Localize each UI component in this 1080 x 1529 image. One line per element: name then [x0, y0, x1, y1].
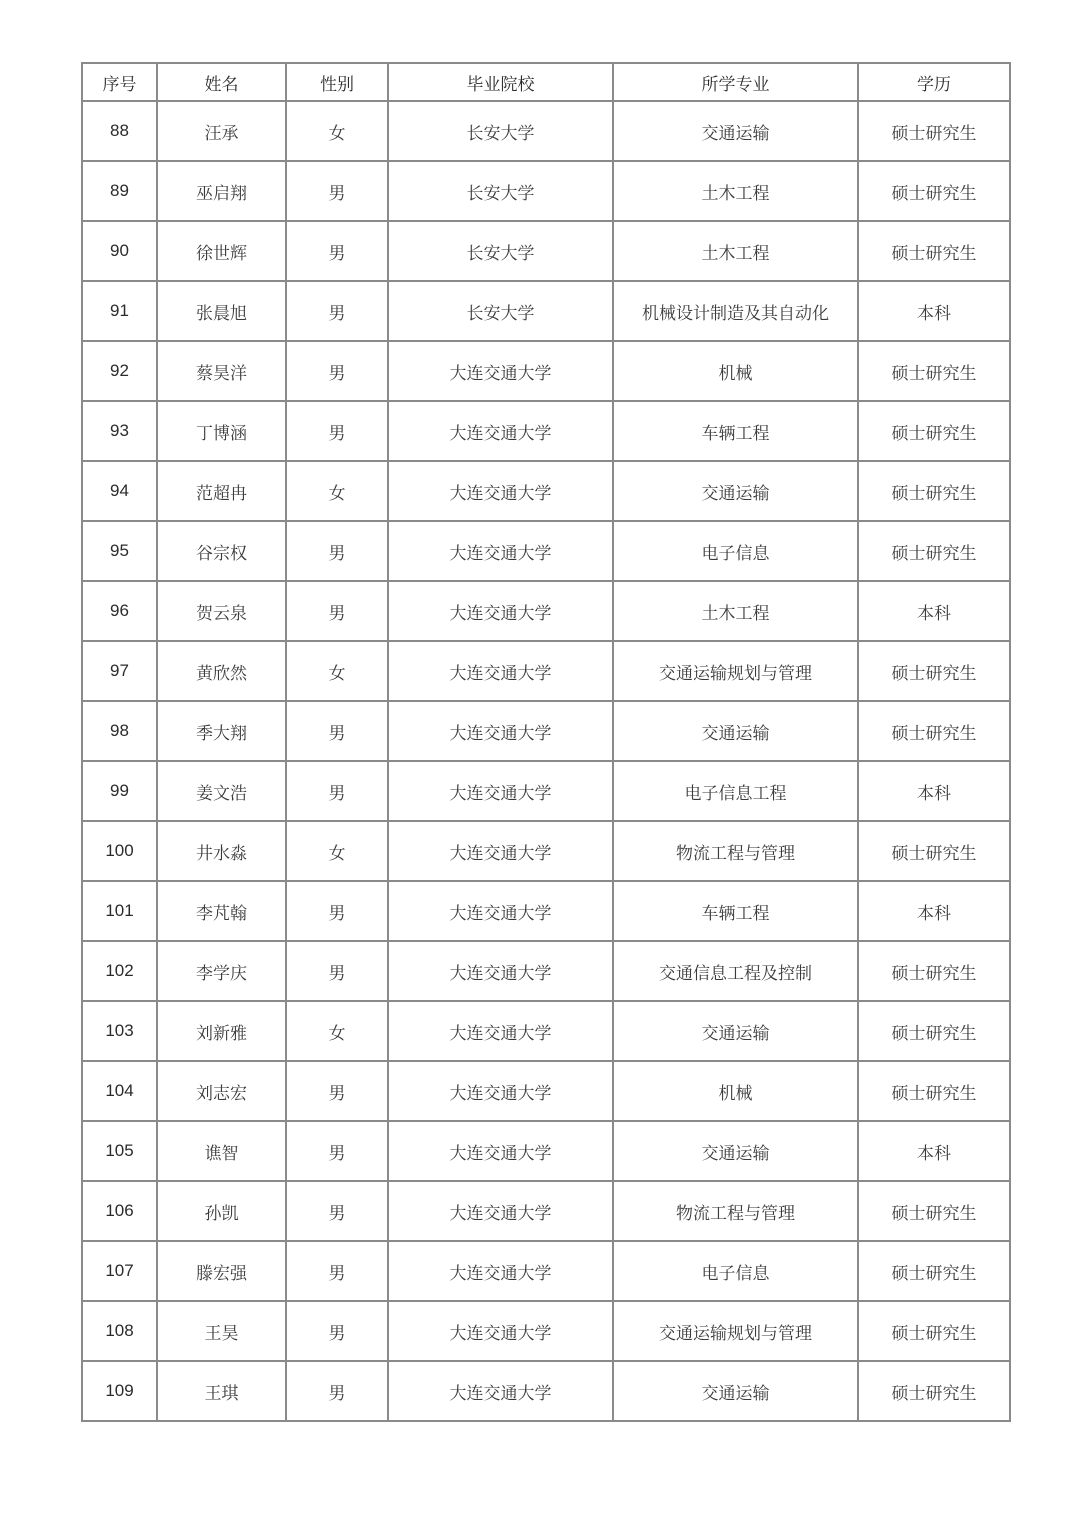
cell-school: 大连交通大学	[388, 1001, 613, 1061]
cell-index: 105	[82, 1121, 157, 1181]
cell-school: 大连交通大学	[388, 461, 613, 521]
table-row	[82, 221, 1010, 281]
cell-school: 大连交通大学	[388, 521, 613, 581]
cell-name: 刘新雅	[157, 1001, 286, 1061]
header-major: 所学专业	[613, 63, 858, 101]
cell-name: 王昊	[157, 1301, 286, 1361]
cell-degree: 硕士研究生	[858, 221, 1010, 281]
cell-school: 大连交通大学	[388, 1181, 613, 1241]
cell-major: 车辆工程	[613, 881, 858, 941]
cell-major: 物流工程与管理	[613, 821, 858, 881]
cell-school: 大连交通大学	[388, 1361, 613, 1421]
table-row	[82, 881, 1010, 941]
table-row	[82, 461, 1010, 521]
cell-name: 姜文浩	[157, 761, 286, 821]
cell-degree: 硕士研究生	[858, 1181, 1010, 1241]
cell-degree: 硕士研究生	[858, 821, 1010, 881]
cell-school: 大连交通大学	[388, 941, 613, 1001]
table-row	[82, 161, 1010, 221]
cell-name: 李芃翰	[157, 881, 286, 941]
cell-name: 张晨旭	[157, 281, 286, 341]
cell-name: 黄欣然	[157, 641, 286, 701]
cell-name: 井水淼	[157, 821, 286, 881]
cell-name: 季大翔	[157, 701, 286, 761]
header-row	[82, 63, 1010, 101]
table-row	[82, 281, 1010, 341]
cell-index: 96	[82, 581, 157, 641]
cell-degree: 硕士研究生	[858, 101, 1010, 161]
cell-major: 电子信息	[613, 1241, 858, 1301]
cell-gender: 男	[286, 581, 388, 641]
cell-name: 谷宗权	[157, 521, 286, 581]
cell-name: 丁博涵	[157, 401, 286, 461]
cell-gender: 男	[286, 761, 388, 821]
cell-name: 蔡昊洋	[157, 341, 286, 401]
cell-index: 92	[82, 341, 157, 401]
cell-major: 土木工程	[613, 221, 858, 281]
table-row	[82, 701, 1010, 761]
cell-index: 88	[82, 101, 157, 161]
cell-major: 交通运输	[613, 461, 858, 521]
cell-degree: 硕士研究生	[858, 521, 1010, 581]
cell-degree: 硕士研究生	[858, 401, 1010, 461]
cell-major: 交通运输	[613, 101, 858, 161]
cell-major: 机械	[613, 341, 858, 401]
cell-major: 交通运输规划与管理	[613, 641, 858, 701]
cell-school: 大连交通大学	[388, 881, 613, 941]
cell-name: 范超冉	[157, 461, 286, 521]
cell-degree: 硕士研究生	[858, 1361, 1010, 1421]
cell-index: 93	[82, 401, 157, 461]
cell-gender: 男	[286, 1121, 388, 1181]
cell-index: 109	[82, 1361, 157, 1421]
cell-name: 李学庆	[157, 941, 286, 1001]
cell-name: 滕宏强	[157, 1241, 286, 1301]
cell-index: 102	[82, 941, 157, 1001]
cell-gender: 男	[286, 1181, 388, 1241]
cell-major: 电子信息工程	[613, 761, 858, 821]
cell-name: 汪承	[157, 101, 286, 161]
cell-index: 90	[82, 221, 157, 281]
cell-school: 大连交通大学	[388, 1121, 613, 1181]
cell-major: 机械设计制造及其自动化	[613, 281, 858, 341]
roster-table	[81, 62, 1011, 1422]
header-degree: 学历	[858, 63, 1010, 101]
cell-major: 机械	[613, 1061, 858, 1121]
table-row	[82, 521, 1010, 581]
table-row	[82, 401, 1010, 461]
table-row	[82, 1361, 1010, 1421]
cell-school: 大连交通大学	[388, 1301, 613, 1361]
cell-gender: 男	[286, 161, 388, 221]
table-row	[82, 581, 1010, 641]
cell-school: 大连交通大学	[388, 401, 613, 461]
cell-gender: 男	[286, 281, 388, 341]
cell-name: 刘志宏	[157, 1061, 286, 1121]
cell-index: 95	[82, 521, 157, 581]
cell-school: 长安大学	[388, 281, 613, 341]
cell-index: 101	[82, 881, 157, 941]
table-row	[82, 1061, 1010, 1121]
cell-major: 交通运输规划与管理	[613, 1301, 858, 1361]
header-school: 毕业院校	[388, 63, 613, 101]
cell-gender: 女	[286, 1001, 388, 1061]
cell-gender: 女	[286, 821, 388, 881]
cell-index: 97	[82, 641, 157, 701]
cell-index: 108	[82, 1301, 157, 1361]
cell-school: 大连交通大学	[388, 641, 613, 701]
cell-major: 车辆工程	[613, 401, 858, 461]
cell-major: 交通运输	[613, 1121, 858, 1181]
cell-degree: 硕士研究生	[858, 1241, 1010, 1301]
cell-major: 物流工程与管理	[613, 1181, 858, 1241]
cell-index: 89	[82, 161, 157, 221]
table-header	[82, 63, 1010, 101]
table-row	[82, 1181, 1010, 1241]
cell-name: 巫启翔	[157, 161, 286, 221]
cell-school: 长安大学	[388, 161, 613, 221]
cell-gender: 男	[286, 881, 388, 941]
cell-degree: 硕士研究生	[858, 701, 1010, 761]
cell-school: 长安大学	[388, 101, 613, 161]
cell-index: 100	[82, 821, 157, 881]
cell-gender: 男	[286, 221, 388, 281]
table-body	[82, 101, 1010, 1421]
cell-name: 贺云泉	[157, 581, 286, 641]
cell-index: 91	[82, 281, 157, 341]
cell-index: 98	[82, 701, 157, 761]
cell-index: 103	[82, 1001, 157, 1061]
table-row	[82, 641, 1010, 701]
table-row	[82, 941, 1010, 1001]
cell-name: 孙凯	[157, 1181, 286, 1241]
cell-major: 交通运输	[613, 1361, 858, 1421]
cell-school: 大连交通大学	[388, 821, 613, 881]
cell-degree: 本科	[858, 761, 1010, 821]
header-name: 姓名	[157, 63, 286, 101]
cell-gender: 女	[286, 101, 388, 161]
cell-degree: 硕士研究生	[858, 1001, 1010, 1061]
cell-school: 大连交通大学	[388, 761, 613, 821]
table-row	[82, 1121, 1010, 1181]
cell-gender: 男	[286, 341, 388, 401]
cell-index: 94	[82, 461, 157, 521]
cell-gender: 男	[286, 1061, 388, 1121]
cell-gender: 男	[286, 401, 388, 461]
cell-gender: 男	[286, 1361, 388, 1421]
cell-degree: 本科	[858, 581, 1010, 641]
table-row	[82, 761, 1010, 821]
cell-gender: 男	[286, 1301, 388, 1361]
cell-index: 99	[82, 761, 157, 821]
cell-school: 大连交通大学	[388, 1061, 613, 1121]
cell-major: 土木工程	[613, 161, 858, 221]
cell-gender: 女	[286, 461, 388, 521]
cell-gender: 男	[286, 941, 388, 1001]
cell-name: 谯智	[157, 1121, 286, 1181]
cell-degree: 本科	[858, 1121, 1010, 1181]
table-row	[82, 1241, 1010, 1301]
table-row	[82, 1001, 1010, 1061]
table-row	[82, 101, 1010, 161]
cell-name: 王琪	[157, 1361, 286, 1421]
cell-gender: 男	[286, 701, 388, 761]
header-gender: 性别	[286, 63, 388, 101]
cell-index: 104	[82, 1061, 157, 1121]
cell-degree: 本科	[858, 881, 1010, 941]
cell-degree: 硕士研究生	[858, 641, 1010, 701]
table-row	[82, 341, 1010, 401]
cell-degree: 硕士研究生	[858, 161, 1010, 221]
cell-major: 交通信息工程及控制	[613, 941, 858, 1001]
cell-major: 土木工程	[613, 581, 858, 641]
cell-degree: 硕士研究生	[858, 461, 1010, 521]
cell-index: 107	[82, 1241, 157, 1301]
cell-school: 长安大学	[388, 221, 613, 281]
cell-name: 徐世辉	[157, 221, 286, 281]
cell-gender: 男	[286, 521, 388, 581]
cell-gender: 女	[286, 641, 388, 701]
header-index: 序号	[82, 63, 157, 101]
cell-major: 交通运输	[613, 1001, 858, 1061]
cell-school: 大连交通大学	[388, 581, 613, 641]
cell-school: 大连交通大学	[388, 341, 613, 401]
cell-degree: 硕士研究生	[858, 341, 1010, 401]
cell-school: 大连交通大学	[388, 1241, 613, 1301]
table-row	[82, 1301, 1010, 1361]
cell-major: 电子信息	[613, 521, 858, 581]
cell-degree: 硕士研究生	[858, 1301, 1010, 1361]
cell-gender: 男	[286, 1241, 388, 1301]
cell-degree: 本科	[858, 281, 1010, 341]
cell-degree: 硕士研究生	[858, 1061, 1010, 1121]
cell-major: 交通运输	[613, 701, 858, 761]
cell-school: 大连交通大学	[388, 701, 613, 761]
cell-degree: 硕士研究生	[858, 941, 1010, 1001]
table-row	[82, 821, 1010, 881]
cell-index: 106	[82, 1181, 157, 1241]
